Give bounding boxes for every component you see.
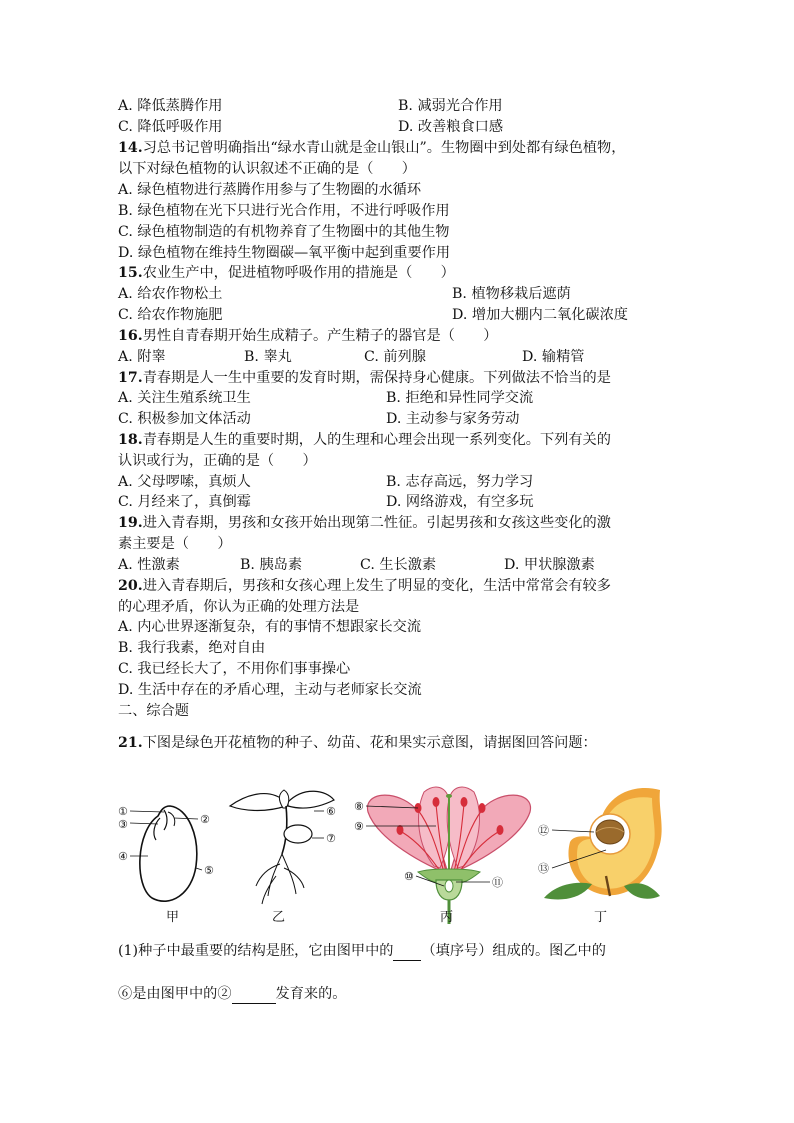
fig-label-jia: 甲: [166, 910, 180, 925]
q16-option-a: A. 附睾: [118, 349, 166, 365]
q20-number: 20.: [118, 578, 143, 594]
fruit-stone: [596, 820, 624, 844]
q15-option-a: A. 给农作物松土: [118, 286, 223, 302]
q18-option-d: D. 网络游戏，有空多玩: [386, 494, 534, 510]
q16-stem: [118, 326, 497, 346]
q15-option-b: B. 植物移栽后遮荫: [452, 286, 571, 302]
marker-2: ②: [200, 813, 210, 826]
q17-option-b: B. 拒绝和异性同学交流: [386, 390, 534, 406]
q19-option-c: C. 生长激素: [360, 557, 437, 573]
q16-option-c: C. 前列腺: [364, 349, 426, 365]
q16-option-b: B. 睾丸: [244, 349, 292, 365]
leader-12: [552, 830, 594, 832]
marker-11: ⑪: [492, 876, 503, 889]
seed-figure: [130, 806, 202, 901]
q20-option-c: C. 我已经长大了，不用你们事事操心: [118, 661, 351, 677]
q19-option-a: A. 性激素: [118, 557, 180, 573]
q15-option-d: D. 增加大棚内二氧化碳浓度: [452, 307, 628, 323]
q21-stem: [118, 733, 597, 753]
q17-option-a: A. 关注生殖系统卫生: [118, 390, 251, 406]
q14-option-d: D. 绿色植物在维持生物圈碳—氧平衡中起到重要作用: [118, 245, 451, 261]
q21-sub1-text-b: （填序号）组成的。图乙中的: [421, 943, 606, 959]
q21-answer-blank-1[interactable]: [393, 940, 421, 961]
flower-stigma: [446, 794, 452, 798]
marker-5: ⑤: [204, 864, 214, 877]
q15-stem: [118, 263, 455, 283]
fig-label-ding: 丁: [594, 910, 608, 925]
q14-stem-text: 习总书记曾明确指出“绿水青山就是金山银山”。生物圈中到处都有绿色植物，: [142, 140, 626, 156]
q20-option-a: A. 内心世界逐渐复杂，有的事情不想跟家长交流: [118, 619, 422, 635]
plant-figures-svg: [118, 776, 678, 926]
q13-option-b: B. 减弱光合作用: [398, 98, 503, 114]
seedling-leaf-left: [230, 794, 286, 811]
q21-sub1-text-a: (1)种子中最重要的结构是胚，它由图甲中的: [118, 943, 394, 959]
marker-1: ①: [118, 805, 128, 818]
q18-option-a: A. 父母啰嗦，真烦人: [118, 474, 251, 490]
q20-stem-text: 进入青春期后，男孩和女孩心理上发生了明显的变化，生活中常常会有较多: [142, 578, 611, 594]
q18-stem-text: 青春期是人生的重要时期，人的生理和心理会出现一系列变化。下列有关的: [142, 432, 611, 448]
q21-answer-blank-2[interactable]: [232, 983, 276, 1004]
seedling-roots: [256, 854, 304, 904]
q20-option-d: D. 生活中存在的矛盾心理，主动与老师家长交流: [118, 682, 422, 698]
q19-stem-line2: 素主要是（ ）: [118, 536, 232, 552]
q18-option-b: B. 志存高远，努力学习: [386, 474, 534, 490]
seed-outline: [140, 806, 197, 901]
q19-option-d: D. 甲状腺激素: [504, 557, 595, 573]
q17-stem: [118, 368, 611, 388]
q19-option-b: B. 胰岛素: [240, 557, 303, 573]
fruit-leaf-right: [624, 883, 660, 899]
flower-ovule: [445, 880, 453, 892]
q19-stem-text: 进入青春期，男孩和女孩开始出现第二性征。引起男孩和女孩这些变化的激: [142, 515, 611, 531]
fruit-leaf-left: [544, 883, 592, 900]
q18-stem-line1: [118, 430, 611, 450]
q20-stem-line2: 的心理矛盾，你认为正确的处理方法是: [118, 599, 360, 615]
q14-option-a: A. 绿色植物进行蒸腾作用参与了生物圈的水循环: [118, 182, 422, 198]
fig-label-bing: 丙: [440, 910, 454, 925]
q19-number: 19.: [118, 515, 143, 531]
marker-8: ⑧: [354, 800, 364, 813]
q21-sub1-line2: [118, 983, 346, 1004]
q15-stem-text: 农业生产中，促进植物呼吸作用的措施是（ ）: [142, 265, 455, 281]
q21-stem-text: 下图是绿色开花植物的种子、幼苗、花和果实示意图，请据图回答问题：: [142, 735, 597, 751]
marker-3: ③: [118, 818, 128, 831]
q14-option-b: B. 绿色植物在光下只进行光合作用，不进行呼吸作用: [118, 203, 450, 219]
seedling-figure: [230, 790, 334, 904]
q13-option-a: A. 降低蒸腾作用: [118, 98, 223, 114]
q21-sub1-text-d: 发育来的。: [275, 986, 347, 1002]
q16-stem-text: 男性自青春期开始生成精子。产生精子的器官是（ ）: [142, 328, 498, 344]
q14-stem-line1: [118, 138, 625, 158]
fruit-figure: [544, 788, 662, 899]
q14-option-c: C. 绿色植物制造的有机物养育了生物圈中的其他生物: [118, 224, 450, 240]
marker-9: ⑨: [354, 820, 364, 833]
q15-option-c: C. 给农作物施肥: [118, 307, 223, 323]
marker-13: ⑬: [538, 862, 549, 875]
marker-10: ⑩: [404, 870, 414, 883]
q21-sub1-line1: [118, 940, 606, 961]
q20-option-b: B. 我行我素，绝对自由: [118, 640, 266, 656]
q20-stem-line1: [118, 576, 611, 596]
q21-number: 21.: [118, 735, 143, 751]
marker-12: ⑫: [538, 824, 549, 837]
q17-option-d: D. 主动参与家务劳动: [386, 411, 520, 427]
leader-5: [196, 868, 202, 870]
q17-number: 17.: [118, 370, 143, 386]
q13-option-d: D. 改善粮食口感: [398, 119, 504, 135]
fig-label-yi: 乙: [272, 910, 286, 925]
q15-number: 15.: [118, 265, 143, 281]
plant-figures: [118, 776, 678, 926]
flower-figure: [366, 787, 531, 924]
q16-option-d: D. 输精管: [522, 349, 585, 365]
leader-1: [130, 811, 164, 812]
q13-option-c: C. 降低呼吸作用: [118, 119, 223, 135]
marker-7: ⑦: [326, 832, 336, 845]
q21-sub1-text-c: ⑥是由图甲中的②: [118, 986, 232, 1002]
q17-option-c: C. 积极参加文体活动: [118, 411, 251, 427]
q14-stem-line2: 以下对绿色植物的认识叙述不正确的是（ ）: [118, 161, 416, 177]
q18-number: 18.: [118, 432, 143, 448]
q14-number: 14.: [118, 140, 143, 156]
q18-option-c: C. 月经来了，真倒霉: [118, 494, 251, 510]
q17-stem-text: 青春期是人一生中重要的发育时期，需保持身心健康。下列做法不恰当的是: [142, 370, 611, 386]
seedling-cotyledon: [284, 825, 312, 843]
q16-number: 16.: [118, 328, 143, 344]
q19-stem-line1: [118, 513, 611, 533]
marker-6: ⑥: [326, 805, 336, 818]
section-heading: 二、综合题: [118, 703, 189, 719]
q18-stem-line2: 认识或行为，正确的是（ ）: [118, 453, 317, 469]
marker-4: ④: [118, 850, 128, 863]
